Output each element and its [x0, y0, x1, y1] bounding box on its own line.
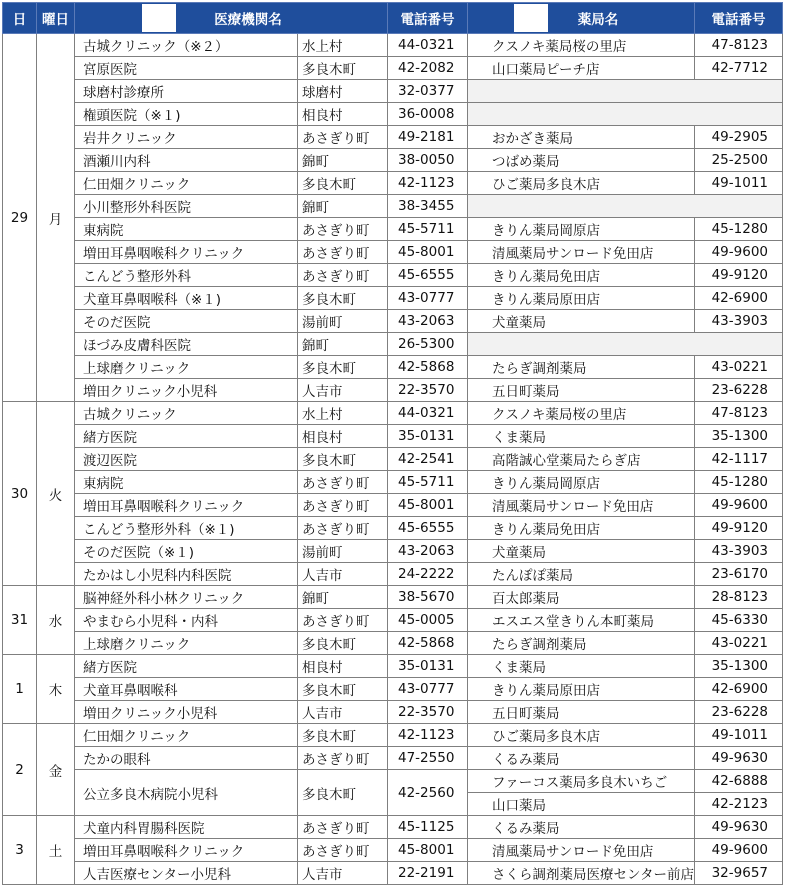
- hospital-name: 小川整形外科医院: [75, 195, 298, 218]
- pharmacy-name: くるみ薬局: [468, 816, 695, 839]
- hospital-name: 増田クリニック小児科: [75, 379, 298, 402]
- table-row: [3, 563, 783, 586]
- header-phone: 電話番号: [388, 3, 468, 34]
- hospital-phone: 38-0050: [388, 149, 468, 172]
- pharmacy-name: くま薬局: [468, 425, 695, 448]
- hospital-name: 東病院: [75, 471, 298, 494]
- hospital-name: 仁田畑クリニック: [75, 172, 298, 195]
- hospital-phone: 43-2063: [388, 310, 468, 333]
- hospital-town: 相良村: [298, 103, 388, 126]
- pharmacy-phone: 43-3903: [695, 310, 783, 333]
- hospital-town: 多良木町: [298, 724, 388, 747]
- hospital-town: 多良木町: [298, 678, 388, 701]
- hospital-town: 水上村: [298, 34, 388, 57]
- hospital-phone: 47-2550: [388, 747, 468, 770]
- pharmacy-name: ファーコス薬局多良木いちご: [468, 770, 695, 793]
- hospital-town: 多良木町: [298, 632, 388, 655]
- pharmacy-phone: 49-9600: [695, 839, 783, 862]
- hospital-name: 犬童耳鼻咽喉科: [75, 678, 298, 701]
- table-row: [3, 678, 783, 701]
- table-row: [3, 149, 783, 172]
- pharmacy-name: きりん薬局免田店: [468, 517, 695, 540]
- hospital-phone: 36-0008: [388, 103, 468, 126]
- pharmacy-phone: 32-9657: [695, 862, 783, 885]
- hospital-name: 上球磨クリニック: [75, 356, 298, 379]
- hospital-name: たかはし小児科内科医院: [75, 563, 298, 586]
- hospital-name: 球磨村診療所: [75, 80, 298, 103]
- pharmacy-empty: [468, 80, 783, 103]
- hospital-name: 古城クリニック: [75, 402, 298, 425]
- pharmacy-phone: 49-2905: [695, 126, 783, 149]
- pharmacy-phone: 28-8123: [695, 586, 783, 609]
- hospital-phone: 35-0131: [388, 655, 468, 678]
- pharmacy-phone: 49-9630: [695, 747, 783, 770]
- pharmacy-phone: 42-6900: [695, 287, 783, 310]
- pharmacy-name: 清風薬局サンロード免田店: [468, 241, 695, 264]
- table-row: [3, 632, 783, 655]
- pharmacy-phone: 45-6330: [695, 609, 783, 632]
- table-body: [3, 34, 783, 885]
- hospital-phone: 42-5868: [388, 356, 468, 379]
- day-cell: 3: [3, 816, 37, 885]
- header-hospital: [75, 3, 388, 34]
- hospital-town: あさぎり町: [298, 747, 388, 770]
- pharmacy-phone: 42-2123: [695, 793, 783, 816]
- table-row: [3, 172, 783, 195]
- pharmacy-name: さくら調剤薬局医療センター前店: [468, 862, 695, 885]
- hospital-town: あさぎり町: [298, 241, 388, 264]
- table-row: [3, 724, 783, 747]
- hospital-town: 球磨村: [298, 80, 388, 103]
- day-cell: 30: [3, 402, 37, 586]
- weekday-cell: 木: [37, 655, 75, 724]
- hospital-phone: 42-2541: [388, 448, 468, 471]
- hospital-town: 人吉市: [298, 563, 388, 586]
- table-row: [3, 356, 783, 379]
- hospital-name: 渡辺医院: [75, 448, 298, 471]
- table-row: [3, 770, 783, 793]
- hospital-name: 古城クリニック（※２）: [75, 34, 298, 57]
- pharmacy-phone: 23-6228: [695, 701, 783, 724]
- pharmacy-name: 清風薬局サンロード免田店: [468, 494, 695, 517]
- hospital-phone: 32-0377: [388, 80, 468, 103]
- pharmacy-name: ひご薬局多良木店: [468, 724, 695, 747]
- day-cell: 1: [3, 655, 37, 724]
- on-call-schedule-table: [2, 2, 783, 885]
- pharmacy-phone: 42-6900: [695, 678, 783, 701]
- hospital-phone: 44-0321: [388, 34, 468, 57]
- hospital-town: あさぎり町: [298, 126, 388, 149]
- header-pharmacy: [468, 3, 695, 34]
- pharmacy-name: 高階誠心堂薬局たらぎ店: [468, 448, 695, 471]
- pharmacy-name: 犬童薬局: [468, 310, 695, 333]
- hospital-phone: 45-8001: [388, 241, 468, 264]
- hospital-town: 多良木町: [298, 287, 388, 310]
- day-cell: 31: [3, 586, 37, 655]
- pharmacy-name: ひご薬局多良木店: [468, 172, 695, 195]
- hospital-phone: 42-5868: [388, 632, 468, 655]
- table-row: [3, 57, 783, 80]
- hospital-name: こんどう整形外科: [75, 264, 298, 287]
- pharmacy-name: きりん薬局原田店: [468, 287, 695, 310]
- pharmacy-phone: 42-7712: [695, 57, 783, 80]
- hospital-phone: 38-5670: [388, 586, 468, 609]
- hospital-phone: 45-5711: [388, 218, 468, 241]
- pharmacy-phone: 49-1011: [695, 724, 783, 747]
- hospital-town: 相良村: [298, 655, 388, 678]
- hospital-name: 岩井クリニック: [75, 126, 298, 149]
- hospital-town: 多良木町: [298, 57, 388, 80]
- hospital-phone: 45-8001: [388, 839, 468, 862]
- table-row: [3, 379, 783, 402]
- hospital-town: 多良木町: [298, 356, 388, 379]
- pharmacy-empty: [468, 195, 783, 218]
- pharmacy-phone: 49-1011: [695, 172, 783, 195]
- hospital-phone: 26-5300: [388, 333, 468, 356]
- table-row: [3, 448, 783, 471]
- weekday-cell: 金: [37, 724, 75, 816]
- header-blank-box: [514, 4, 548, 32]
- pharmacy-phone: 49-9600: [695, 241, 783, 264]
- hospital-phone: 49-2181: [388, 126, 468, 149]
- hospital-name: 上球磨クリニック: [75, 632, 298, 655]
- hospital-phone: 43-2063: [388, 540, 468, 563]
- pharmacy-name: エスエス堂きりん本町薬局: [468, 609, 695, 632]
- hospital-name: 増田耳鼻咽喉科クリニック: [75, 241, 298, 264]
- hospital-name: 権頭医院（※１): [75, 103, 298, 126]
- pharmacy-phone: 49-9120: [695, 264, 783, 287]
- pharmacy-empty: [468, 333, 783, 356]
- day-cell: 2: [3, 724, 37, 816]
- hospital-town: 多良木町: [298, 172, 388, 195]
- hospital-town: あさぎり町: [298, 494, 388, 517]
- pharmacy-phone: 23-6228: [695, 379, 783, 402]
- hospital-name: 増田耳鼻咽喉科クリニック: [75, 494, 298, 517]
- hospital-phone: 22-3570: [388, 701, 468, 724]
- pharmacy-name: おかざき薬局: [468, 126, 695, 149]
- table-row: [3, 195, 783, 218]
- hospital-name: そのだ医院: [75, 310, 298, 333]
- header-pharmacy-phone: 電話番号: [695, 3, 783, 34]
- hospital-phone: 38-3455: [388, 195, 468, 218]
- hospital-town: 錦町: [298, 333, 388, 356]
- hospital-town: あさぎり町: [298, 264, 388, 287]
- hospital-town: 多良木町: [298, 770, 388, 816]
- hospital-town: 錦町: [298, 195, 388, 218]
- table-row: [3, 816, 783, 839]
- hospital-phone: 43-0777: [388, 678, 468, 701]
- table-header: [3, 3, 783, 34]
- pharmacy-phone: 35-1300: [695, 655, 783, 678]
- hospital-phone: 22-2191: [388, 862, 468, 885]
- hospital-phone: 45-6555: [388, 264, 468, 287]
- hospital-town: 錦町: [298, 586, 388, 609]
- pharmacy-name: 百太郎薬局: [468, 586, 695, 609]
- pharmacy-phone: 25-2500: [695, 149, 783, 172]
- hospital-name: 犬童耳鼻咽喉科（※１): [75, 287, 298, 310]
- hospital-name: 緒方医院: [75, 655, 298, 678]
- pharmacy-name: くるみ薬局: [468, 747, 695, 770]
- table-row: [3, 218, 783, 241]
- hospital-name: やまむら小児科・内科: [75, 609, 298, 632]
- hospital-phone: 45-0005: [388, 609, 468, 632]
- table-row: [3, 494, 783, 517]
- hospital-town: 水上村: [298, 402, 388, 425]
- hospital-name: 仁田畑クリニック: [75, 724, 298, 747]
- table-row: [3, 34, 783, 57]
- hospital-town: 湯前町: [298, 310, 388, 333]
- pharmacy-name: たらぎ調剤薬局: [468, 356, 695, 379]
- table-row: [3, 655, 783, 678]
- table-row: [3, 425, 783, 448]
- hospital-town: 人吉市: [298, 862, 388, 885]
- pharmacy-phone: 47-8123: [695, 34, 783, 57]
- hospital-town: あさぎり町: [298, 471, 388, 494]
- header-weekday: 曜日: [37, 3, 75, 34]
- table-row: [3, 862, 783, 885]
- hospital-name: 宮原医院: [75, 57, 298, 80]
- hospital-name: 増田クリニック小児科: [75, 701, 298, 724]
- pharmacy-name: 清風薬局サンロード免田店: [468, 839, 695, 862]
- pharmacy-name: たらぎ調剤薬局: [468, 632, 695, 655]
- pharmacy-name: くま薬局: [468, 655, 695, 678]
- weekday-cell: 火: [37, 402, 75, 586]
- table-row: [3, 103, 783, 126]
- pharmacy-phone: 47-8123: [695, 402, 783, 425]
- hospital-phone: 45-5711: [388, 471, 468, 494]
- hospital-phone: 44-0321: [388, 402, 468, 425]
- hospital-name: こんどう整形外科（※１): [75, 517, 298, 540]
- hospital-name: 東病院: [75, 218, 298, 241]
- table-row: [3, 287, 783, 310]
- header-day: 日: [3, 3, 37, 34]
- table-row: [3, 402, 783, 425]
- hospital-town: あさぎり町: [298, 839, 388, 862]
- pharmacy-name: きりん薬局免田店: [468, 264, 695, 287]
- hospital-name: 酒瀬川内科: [75, 149, 298, 172]
- hospital-name: 公立多良木病院小児科: [75, 770, 298, 816]
- pharmacy-phone: 43-3903: [695, 540, 783, 563]
- header-hospital-label: 医療機関名: [214, 12, 282, 28]
- table-row: [3, 80, 783, 103]
- pharmacy-phone: 49-9120: [695, 517, 783, 540]
- hospital-name: たかの眼科: [75, 747, 298, 770]
- weekday-cell: 水: [37, 586, 75, 655]
- table-row: [3, 333, 783, 356]
- hospital-town: 湯前町: [298, 540, 388, 563]
- pharmacy-name: きりん薬局岡原店: [468, 218, 695, 241]
- hospital-town: あさぎり町: [298, 816, 388, 839]
- hospital-name: 脳神経外科小林クリニック: [75, 586, 298, 609]
- hospital-phone: 45-1125: [388, 816, 468, 839]
- pharmacy-name: 山口薬局: [468, 793, 695, 816]
- table-row: [3, 241, 783, 264]
- table-row: [3, 126, 783, 149]
- hospital-town: あさぎり町: [298, 609, 388, 632]
- pharmacy-name: 犬童薬局: [468, 540, 695, 563]
- hospital-phone: 42-2082: [388, 57, 468, 80]
- weekday-cell: 月: [37, 34, 75, 402]
- pharmacy-name: きりん薬局原田店: [468, 678, 695, 701]
- header-blank-box: [142, 4, 176, 32]
- pharmacy-name: 山口薬局ピーチ店: [468, 57, 695, 80]
- pharmacy-phone: 45-1280: [695, 218, 783, 241]
- hospital-town: 多良木町: [298, 448, 388, 471]
- hospital-town: 人吉市: [298, 379, 388, 402]
- hospital-phone: 24-2222: [388, 563, 468, 586]
- table-row: [3, 701, 783, 724]
- pharmacy-empty: [468, 103, 783, 126]
- hospital-phone: 42-1123: [388, 172, 468, 195]
- table-row: [3, 540, 783, 563]
- pharmacy-phone: 35-1300: [695, 425, 783, 448]
- hospital-town: 人吉市: [298, 701, 388, 724]
- pharmacy-name: クスノキ薬局桜の里店: [468, 402, 695, 425]
- hospital-phone: 35-0131: [388, 425, 468, 448]
- pharmacy-phone: 42-6888: [695, 770, 783, 793]
- table-row: [3, 310, 783, 333]
- table-row: [3, 264, 783, 287]
- hospital-name: ほづみ皮膚科医院: [75, 333, 298, 356]
- table-row: [3, 471, 783, 494]
- hospital-phone: 45-6555: [388, 517, 468, 540]
- pharmacy-name: たんぽぽ薬局: [468, 563, 695, 586]
- table-row: [3, 609, 783, 632]
- day-cell: 29: [3, 34, 37, 402]
- hospital-phone: 42-2560: [388, 770, 468, 816]
- hospital-phone: 43-0777: [388, 287, 468, 310]
- hospital-name: そのだ医院（※１): [75, 540, 298, 563]
- pharmacy-name: つばめ薬局: [468, 149, 695, 172]
- pharmacy-phone: 45-1280: [695, 471, 783, 494]
- hospital-town: 錦町: [298, 149, 388, 172]
- table-row: [3, 839, 783, 862]
- hospital-phone: 22-3570: [388, 379, 468, 402]
- pharmacy-phone: 43-0221: [695, 632, 783, 655]
- table-row: [3, 517, 783, 540]
- pharmacy-phone: 49-9600: [695, 494, 783, 517]
- table-row: [3, 747, 783, 770]
- hospital-name: 緒方医院: [75, 425, 298, 448]
- hospital-town: あさぎり町: [298, 517, 388, 540]
- pharmacy-phone: 49-9630: [695, 816, 783, 839]
- table-row: [3, 586, 783, 609]
- pharmacy-phone: 42-1117: [695, 448, 783, 471]
- hospital-town: あさぎり町: [298, 218, 388, 241]
- pharmacy-name: 五日町薬局: [468, 379, 695, 402]
- hospital-name: 増田耳鼻咽喉科クリニック: [75, 839, 298, 862]
- pharmacy-phone: 43-0221: [695, 356, 783, 379]
- hospital-phone: 45-8001: [388, 494, 468, 517]
- hospital-name: 犬童内科胃腸科医院: [75, 816, 298, 839]
- hospital-phone: 42-1123: [388, 724, 468, 747]
- weekday-cell: 土: [37, 816, 75, 885]
- header-pharmacy-label: 薬局名: [577, 12, 619, 28]
- hospital-town: 相良村: [298, 425, 388, 448]
- pharmacy-name: 五日町薬局: [468, 701, 695, 724]
- hospital-name: 人吉医療センター小児科: [75, 862, 298, 885]
- pharmacy-name: クスノキ薬局桜の里店: [468, 34, 695, 57]
- pharmacy-phone: 23-6170: [695, 563, 783, 586]
- pharmacy-name: きりん薬局岡原店: [468, 471, 695, 494]
